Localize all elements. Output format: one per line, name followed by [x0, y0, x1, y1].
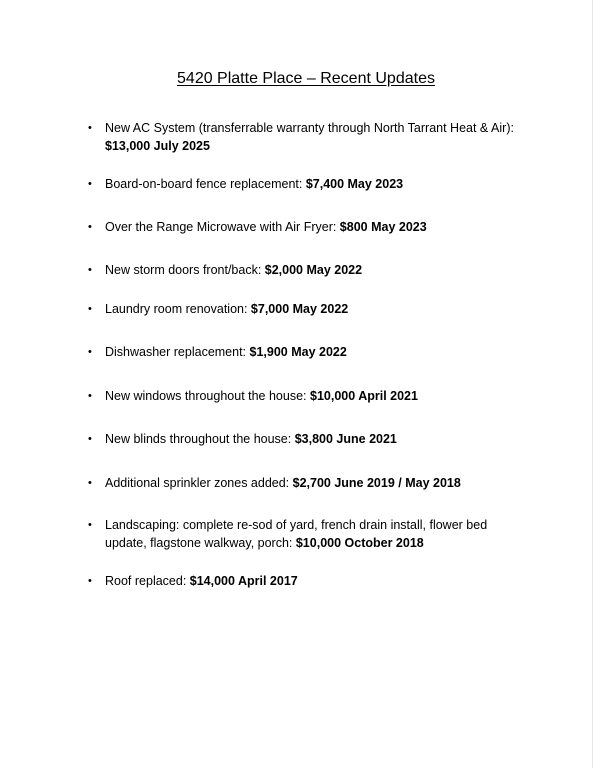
- bullet-icon: •: [88, 264, 92, 276]
- item-cost-date: $3,800 June 2021: [294, 432, 397, 446]
- item-text: Roof replaced:: [105, 574, 190, 588]
- item-text: New blinds throughout the house:: [105, 432, 295, 446]
- bullet-icon: •: [88, 575, 92, 587]
- item-text: New windows throughout the house:: [105, 389, 310, 403]
- bullet-icon: •: [88, 303, 92, 315]
- bullet-icon: •: [88, 477, 92, 489]
- item-cost-date: $1,900 May 2022: [249, 345, 347, 359]
- item-cost-date: $10,000 October 2018: [295, 536, 424, 550]
- item-cost-date: $7,400 May 2023: [305, 177, 404, 191]
- item-text: Dishwasher replacement:: [105, 345, 250, 359]
- list-item: [88, 343, 535, 361]
- bullet-icon: •: [88, 390, 92, 402]
- bullet-icon: •: [88, 178, 92, 190]
- item-text: Landscaping: complete re-sod of yard, french drain install, flower bed update, flagstone walkway, porch:: [105, 518, 488, 550]
- list-item: [88, 430, 535, 448]
- list-item: [88, 300, 535, 318]
- item-text: Board-on-board fence replacement:: [105, 177, 306, 191]
- bullet-icon: •: [88, 433, 92, 445]
- list-item: [88, 572, 535, 590]
- list-item: [88, 218, 535, 236]
- list-item: [88, 516, 505, 552]
- item-text: New AC System (transferrable warranty through North Tarrant Heat & Air):: [105, 121, 514, 135]
- item-cost-date: $2,000 May 2022: [264, 263, 363, 277]
- bullet-icon: •: [88, 346, 92, 358]
- item-cost-date: $14,000 April 2017: [189, 574, 298, 588]
- item-cost-date: $2,700 June 2019 / May 2018: [292, 476, 461, 490]
- bullet-icon: •: [88, 519, 92, 531]
- item-text: Over the Range Microwave with Air Fryer:: [105, 220, 340, 234]
- bullet-icon: •: [88, 122, 92, 134]
- bullet-icon: •: [88, 221, 92, 233]
- list-item: [88, 474, 535, 492]
- list-item: [88, 175, 535, 193]
- item-text: Laundry room renovation:: [105, 302, 251, 316]
- item-cost-date: $10,000 April 2021: [310, 389, 418, 403]
- list-item: [88, 387, 535, 405]
- item-text: Additional sprinkler zones added:: [105, 476, 293, 490]
- item-cost-date: $800 May 2023: [339, 220, 427, 234]
- item-cost-date: $13,000 July 2025: [105, 139, 210, 153]
- list-item: [88, 119, 535, 155]
- item-cost-date: $7,000 May 2022: [250, 302, 349, 316]
- page-title: 5420 Platte Place – Recent Updates: [177, 70, 435, 87]
- item-text: New storm doors front/back:: [105, 263, 265, 277]
- list-item: [88, 261, 535, 279]
